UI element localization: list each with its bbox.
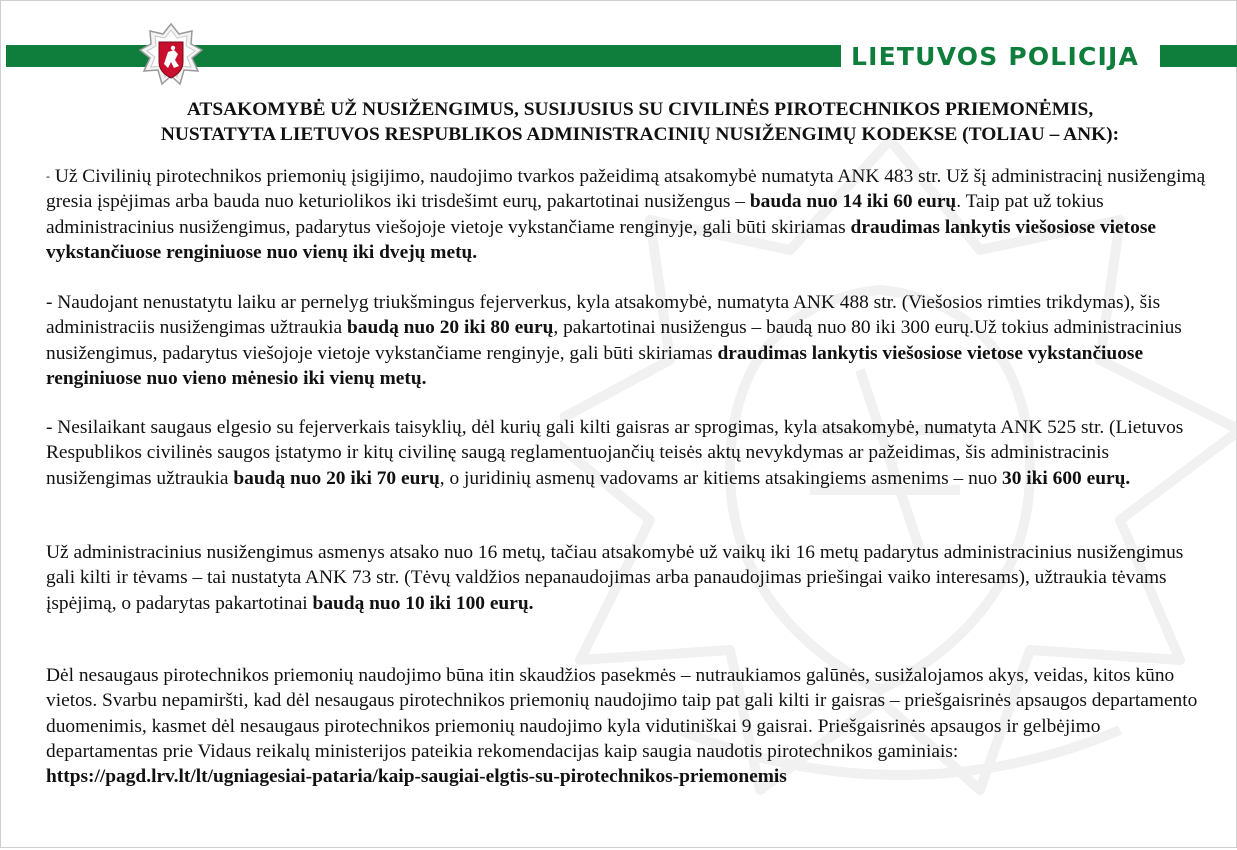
p3-text-2: , o juridinių asmenų vadovams ar kitiems atsakingiems asmenims – nuo (439, 467, 1003, 489)
p1-text-2: . Taip pat už tokius administracinius nusižengimus, padarytus viešojoje vietoje vykstančiame renginyje, gali būti skiriamas (46, 191, 1104, 238)
p1-ban: draudimas lankytis viešosiose vietose vykstančiuose renginiuose nuo vienų iki dvejų metų. (46, 216, 1156, 263)
p4-fine: baudą nuo 10 iki 100 eurų. (312, 592, 534, 614)
p3-fine-legal: 30 iki 600 eurų. (1002, 467, 1131, 489)
pagd-link[interactable]: https://pagd.lrv.lt/lt/ugniagesiai-pataria/kaip-saugiai-elgtis-su-pirotechnikos-priemonemis (46, 766, 787, 788)
p2-ban: draudimas lankytis viešosiose vietose vykstančiuose renginiuose nuo vieno mėnesio iki vienų metų. (46, 342, 1144, 389)
p2-fine: baudą nuo 20 iki 80 eurų (347, 317, 554, 339)
p1-fine: bauda nuo 14 iki 60 eurų (749, 191, 957, 213)
paragraph-ank-483 (46, 164, 1216, 265)
police-emblem-icon (138, 22, 204, 96)
heading-line-2: NUSTATYTA LIETUVOS RESPUBLIKOS ADMINISTRACINIŲ NUSIŽENGIMŲ KODEKSE (TOLIAU – ANK): (160, 124, 1120, 145)
bullet-dash: - (46, 169, 50, 183)
p2-text-1: - Naudojant nenustatytu laiku ar pernelyg triukšmingus fejerverkus, kyla atsakomybė, numatyta ANK 488 str. (Viešosios rimties trikdymas), šis administraciis nusižengimas užtraukia (46, 292, 1161, 339)
p3-fine: baudą nuo 20 iki 70 eurų (233, 467, 440, 489)
header-bar-right (1160, 45, 1237, 67)
paragraph-ank-525 (46, 415, 1216, 491)
paragraph-ank-73 (46, 540, 1216, 616)
paragraph-safety (46, 663, 1216, 789)
document-heading (60, 97, 1220, 147)
p1-text-1: Už Civilinių pirotechnikos priemonių įsigijimo, naudojimo tvarkos pažeidimą atsakomybė numatyta ANK 483 str. Už šį administracinį nusižengimą gresia įspėjimas arba bauda nuo keturiolikos iki trisdešimt eurų, pakartotinai nusižengus – (46, 166, 1206, 213)
p5-text-1: Dėl nesaugaus pirotechnikos priemonių naudojimo būna itin skaudžios pasekmės – nutraukiamos galūnės, susižalojamos akys, veidas, kitos kūno vietos. Svarbu nepamiršti, kad dėl nesaugaus pirotechnikos priemonių naudojimo taip pat gali kilti ir gaisras – priešgaisrinės apsaugos departamento duomenimis, kasmet dėl nesaugaus pirotechnikos priemonių naudojimo kyla vidutiniškai 9 gaisrai. Priešgaisrinės apsaugos ir gelbėjimo departamentas prie Vidaus reikalų ministerijos pateikia rekomendacijas kaip saugia naudotis pirotechnikos gaminiais: (46, 665, 1198, 762)
p2-text-2: , pakartotinai nusižengus – baudą nuo 80 iki 300 eurų.Už tokius administracinius nusižengimus, padarytus viešojoje vietoje vykstančiame renginyje, gali būti skiriamas (46, 317, 1182, 364)
p3-text-1: - Nesilaikant saugaus elgesio su fejerverkais taisyklių, dėl kurių gali kilti gaisras ar sprogimas, kyla atsakomybė, numatyta ANK 525 str. (Lietuvos Respublikos civilinės saugos įstatymo ir kitų civilinę saugą reglamentuojančių teisės aktų nevykdymas ar pažeidimas, šis administracinis nusižengimas užtraukia (46, 417, 1184, 489)
brand-title: LIETUVOS POLICIJA (851, 42, 1140, 71)
header-bar-left (6, 45, 841, 67)
paragraph-ank-488 (46, 290, 1216, 391)
p4-text-1: Už administracinius nusižengimus asmenys atsako nuo 16 metų, tačiau atsakomybė už vaikų iki 16 metų padarytus administracinius nusižengimus gali kilti ir tėvams – tai nustatyta ANK 73 str. (Tėvų valdžios nepanaudojimas arba panaudojimas priešingai vaiko interesams), užtraukia tėvams įspėjimą, o padarytas pakartotinai (46, 542, 1184, 614)
heading-line-1: ATSAKOMYBĖ UŽ NUSIŽENGIMUS, SUSIJUSIUS SU CIVILINĖS PIROTECHNIKOS PRIEMONĖMIS, (186, 99, 1094, 120)
